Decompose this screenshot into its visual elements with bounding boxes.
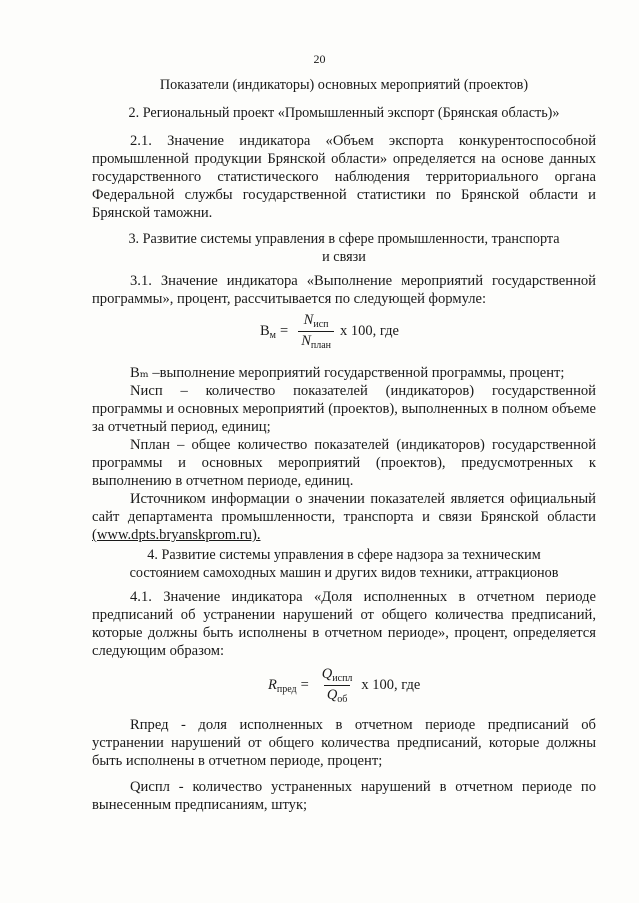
page-title: Показатели (индикаторы) основных мероприятий (проектов) <box>159 77 529 93</box>
section-4-paragraph: 4.1. Значение индикатора «Доля исполненных в отчетном периоде предписаний об устранении нарушений от общего количества предписаний, которые должны быть исполнены в отчетном периоде», процент, определяется следующим образом: <box>92 589 596 659</box>
formula-r-equals: = <box>300 677 309 693</box>
definition-nplan: Nплан – общее количество показателей (индикаторов) государственной программы и основных мероприятий (проектов), предусмотренных к выполнению в отчетном периоде, единиц. <box>92 437 596 489</box>
formula-rpred <box>268 666 420 705</box>
section-4-heading <box>92 546 596 582</box>
page-number: 20 <box>313 52 326 66</box>
section-2-heading: 2. Региональный проект «Промышленный экспорт (Брянская область)» <box>128 105 560 121</box>
formula-lhs: $В_м$ <box>260 322 276 341</box>
formula-r-denominator: $Q_{об}$ <box>324 685 351 705</box>
formula-r-fraction <box>319 666 356 705</box>
formula-r-tail: x 100, где <box>361 677 421 693</box>
source-link[interactable]: (www.dpts.bryanskprom.ru). <box>92 527 261 543</box>
definition-rpred: Rпред - доля исполненных в отчетном периоде предписаний об устранении нарушений от общего количества предписаний, которые должны быть исполнены в отчетном периоде, процент; <box>92 717 596 769</box>
formula-r-numerator: $Q_{испл}$ <box>321 666 353 684</box>
section-3-heading-line1: 3. Развитие системы управления в сфере промышленности, транспорта <box>128 231 560 247</box>
section-2-paragraph: 2.1. Значение индикатора «Объем экспорта конкурентоспособной промышленной продукции Брянской области» определяется на основе данных государственного статистического наблюдения территориального органа Федеральной службы государственной статистики по Брянской области и Брянской таможни. <box>92 133 596 221</box>
formula-fraction <box>298 312 334 351</box>
formula-equals: = <box>280 323 289 339</box>
formula-bm <box>260 312 399 351</box>
source-text: Источником информации о значении показателей является официальный сайт департамента промышленности, транспорта и связи Брянской области <box>92 491 596 525</box>
definition-bm: Вₘ –выполнение мероприятий государственной программы, процент; <box>130 365 565 381</box>
formula-denominator: $N_{план}$ <box>298 331 334 351</box>
section-4-heading-line1: 4. Развитие системы управления в сфере надзора за техническим <box>147 547 541 563</box>
definition-qispl: Qиспл - количество устраненных нарушений в отчетном периоде по вынесенным предписаниям, штук; <box>92 779 596 813</box>
source-paragraph <box>92 490 596 544</box>
section-3-heading-line2: и связи <box>322 249 366 265</box>
formula-tail: x 100, где <box>340 323 399 339</box>
formula-r-lhs: $R_{пред}$ <box>268 676 297 695</box>
definition-nisp: Nисп – количество показателей (индикаторов) государственной программы и основных мероприятий (проектов), выполненных в полном объеме за отчетный период, единиц; <box>92 383 596 435</box>
formula-numerator: $N_{исп}$ <box>303 312 329 330</box>
section-3-paragraph: 3.1. Значение индикатора «Выполнение мероприятий государственной программы», процент, рассчитывается по следующей формуле: <box>92 273 596 307</box>
section-4-heading-line2: состоянием самоходных машин и других видов техники, аттракционов <box>129 565 559 581</box>
section-3-heading <box>92 230 596 266</box>
